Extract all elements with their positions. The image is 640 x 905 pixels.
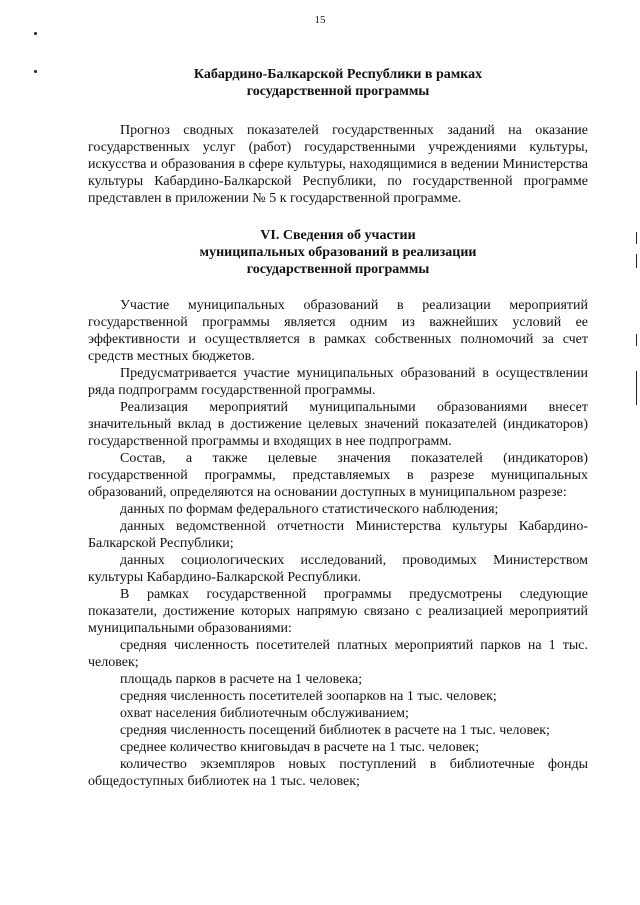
list-item: данных ведомственной отчетности Министерства культуры Кабардино-Балкарской Республики;: [88, 519, 588, 551]
forecast-paragraph: Прогноз сводных показателей государственных заданий на оказание государственных услуг (работ) государственными учреждениями культуры, искусства и образования в сфере культуры, находящимися в ведении Министерства культуры Кабардино-Балкарской Республики, по государственной программе представлен в приложении № 5 к государственной программе.: [88, 123, 588, 206]
paragraph: Состав, а также целевые значения показателей (индикаторов) государственной программы, представляемых в разрезе муниципальных образований, определяются на основании доступных в муниципальном разрезе:: [88, 451, 588, 500]
list-item: охват населения библиотечным обслуживанием;: [120, 706, 409, 721]
scan-edge-mark: [636, 371, 637, 405]
list-item: средняя численность посещений библиотек в расчете на 1 тыс. человек;: [120, 723, 550, 738]
scan-edge-mark: [636, 334, 637, 346]
scan-edge-mark: [636, 232, 637, 244]
list-item: средняя численность посетителей зоопарков на 1 тыс. человек;: [120, 689, 497, 704]
list-item: данных по формам федерального статистического наблюдения;: [120, 502, 499, 517]
heading-line: VI. Сведения об участии: [260, 228, 416, 243]
scan-edge-mark: [636, 254, 637, 268]
scan-dot-mark: [34, 32, 37, 35]
section-intro-heading: [88, 66, 588, 100]
list-item: данных социологических исследований, проводимых Министерством культуры Кабардино-Балкарской Республики.: [88, 553, 588, 585]
heading-line: государственной программы: [246, 84, 430, 99]
section-vi-heading: [88, 227, 588, 278]
heading-line: муниципальных образований в реализации: [199, 245, 477, 260]
page-number: 15: [314, 14, 326, 26]
heading-line: Кабардино-Балкарской Республики в рамках: [193, 67, 483, 82]
paragraph: Участие муниципальных образований в реализации мероприятий государственной программы является одним из важнейших условий ее эффективности и осуществляется в рамках собственных полномочий за счет средств местных бюджетов.: [88, 298, 588, 364]
scan-dot-mark: [34, 70, 37, 73]
paragraph: Реализация мероприятий муниципальными образованиями внесет значительный вклад в достижение целевых значений показателей (индикаторов) государственной программы и входящих в нее подпрограмм.: [88, 400, 588, 449]
document-body: [88, 66, 588, 790]
list-item: средняя численность посетителей платных мероприятий парков на 1 тыс. человек;: [88, 638, 588, 670]
paragraph: Предусматривается участие муниципальных образований в осуществлении ряда подпрограмм государственной программы.: [88, 366, 588, 398]
list-item: количество экземпляров новых поступлений в библиотечные фонды общедоступных библиотек на 1 тыс. человек;: [88, 757, 588, 789]
list-item: среднее количество книговыдач в расчете на 1 тыс. человек;: [120, 740, 480, 755]
paragraph: В рамках государственной программы предусмотрены следующие показатели, достижение которых напрямую связано с реализацией мероприятий муниципальными образованиями:: [88, 587, 588, 636]
list-item: площадь парков в расчете на 1 человека;: [120, 672, 363, 687]
heading-line: государственной программы: [246, 262, 430, 277]
